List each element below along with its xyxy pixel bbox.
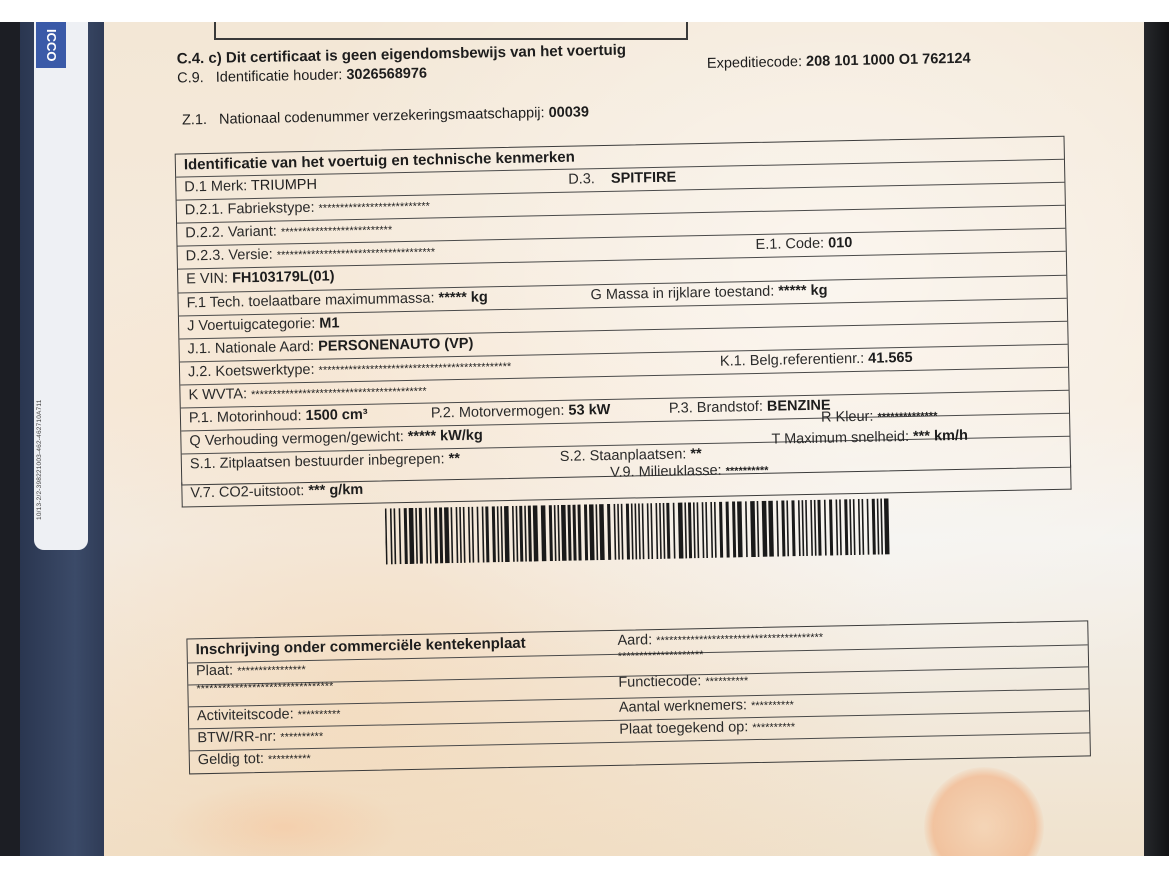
barcode-bar bbox=[805, 500, 808, 556]
barcode-bar bbox=[750, 501, 756, 557]
plaat-toegekend-field: Plaat toegekend op: ********** bbox=[619, 719, 796, 738]
barcode-bar bbox=[599, 504, 605, 560]
barcode-bar bbox=[732, 501, 736, 557]
barcode-bar bbox=[549, 505, 553, 561]
barcode-bar bbox=[817, 500, 821, 556]
barcode bbox=[385, 498, 891, 564]
barcode-bar bbox=[844, 499, 848, 555]
barcode-bar bbox=[504, 506, 510, 562]
barcode-bar bbox=[554, 505, 557, 561]
barcode-bar bbox=[434, 507, 438, 563]
barcode-bar bbox=[595, 504, 598, 560]
barcode-bar bbox=[634, 503, 637, 559]
barcode-bar bbox=[444, 507, 450, 563]
j1-field: J.1. Nationale Aard: PERSONENAUTO (VP) bbox=[187, 335, 474, 358]
c9-line: C.9. Identificatie houder: 3026568976 bbox=[176, 65, 428, 87]
commercial-plate-table bbox=[186, 620, 1091, 774]
barcode-bar bbox=[745, 501, 748, 557]
barcode-bar bbox=[836, 499, 839, 555]
g-field: G Massa in rijklare toestand: ***** kg bbox=[590, 282, 828, 304]
document-photo bbox=[0, 22, 1169, 856]
barcode-bar bbox=[829, 499, 833, 555]
barcode-bar bbox=[614, 504, 617, 560]
barcode-bar bbox=[399, 508, 402, 564]
barcode-bar bbox=[872, 499, 876, 555]
z1-line: Z.1. Nationaal codenummer verzekeringsmaatschappij: 00039 bbox=[181, 104, 590, 129]
barcode-bar bbox=[867, 499, 870, 555]
barcode-bar bbox=[390, 508, 393, 564]
barcode-bar bbox=[737, 501, 743, 557]
btw-field: BTW/RR-nr: ********** bbox=[197, 728, 324, 747]
k-field: K WVTA: ***************************************** bbox=[188, 385, 427, 404]
barcode-bar bbox=[394, 508, 397, 564]
functiecode-field: Functiecode: ********** bbox=[618, 673, 749, 691]
p3-field: P.3. Brandstof: BENZINE bbox=[668, 397, 831, 417]
barcode-bar bbox=[429, 508, 432, 564]
document-content bbox=[104, 22, 1161, 856]
registration-certificate bbox=[104, 22, 1144, 856]
barcode-bar bbox=[621, 504, 624, 560]
barcode-bar bbox=[776, 501, 779, 557]
barcode-bar bbox=[631, 503, 634, 559]
barcode-bar bbox=[810, 500, 813, 556]
barcode-bar bbox=[710, 502, 713, 558]
barcode-bar bbox=[409, 508, 415, 564]
barcode-bar bbox=[884, 498, 890, 554]
p2-field: P.2. Motorvermogen: 53 kW bbox=[430, 401, 611, 422]
barcode-bar bbox=[492, 506, 496, 562]
barcode-bar bbox=[798, 500, 801, 556]
d1-field: D.1 Merk: TRIUMPH bbox=[184, 176, 318, 196]
barcode-bar bbox=[468, 507, 471, 563]
barcode-bar bbox=[557, 505, 560, 561]
s2-field: S.2. Staanplaatsen: ** bbox=[559, 446, 702, 465]
barcode-bar bbox=[786, 500, 789, 556]
barcode-bar bbox=[617, 504, 620, 560]
aard-field: Aard: *************************************** bbox=[617, 631, 824, 649]
barcode-bar bbox=[663, 503, 666, 559]
aard-field-continued: ******************** bbox=[617, 649, 704, 663]
barcode-bar bbox=[880, 498, 883, 554]
barcode-bar bbox=[791, 500, 795, 556]
barcode-bar bbox=[853, 499, 856, 555]
f1-field: F.1 Tech. toelaatbare maximummassa: ***** kg bbox=[186, 289, 488, 312]
v9-field: V.9. Milieuklasse: ********** bbox=[609, 462, 769, 481]
s1-field: S.1. Zitplaatsen bestuurder inbegrepen: ** bbox=[189, 450, 461, 473]
barcode-bar bbox=[477, 507, 480, 563]
barcode-bar bbox=[584, 504, 588, 560]
barcode-bar bbox=[684, 502, 687, 558]
expeditie-line: Expeditiecode: 208 101 1000 O1 762124 bbox=[706, 50, 971, 72]
folder-logo: ICCO bbox=[36, 22, 66, 68]
barcode-bar bbox=[528, 506, 532, 562]
barcode-bar bbox=[824, 500, 827, 556]
barcode-bar bbox=[655, 503, 658, 559]
barcode-bar bbox=[839, 499, 842, 555]
barcode-bar bbox=[638, 503, 641, 559]
barcode-bar bbox=[497, 506, 500, 562]
barcode-bar bbox=[688, 502, 692, 558]
j2-field: J.2. Koetswerktype: ********************************************* bbox=[187, 360, 512, 381]
barcode-bar bbox=[472, 507, 475, 563]
barcode-bar bbox=[650, 503, 653, 559]
d22-field: D.2.2. Variant: ************************** bbox=[185, 223, 393, 242]
commercial-table-title: Inschrijving onder commerciële kentekenplaat bbox=[195, 634, 526, 659]
q-field: Q Verhouding vermogen/gewicht: ***** kW/kg bbox=[189, 427, 483, 450]
barcode-bar bbox=[415, 508, 418, 564]
barcode-bar bbox=[768, 501, 774, 557]
barcode-bar bbox=[589, 504, 595, 560]
e-vin-field: E VIN: FH103179L(01) bbox=[186, 268, 335, 288]
d23-field: D.2.3. Versie: ************************************* bbox=[185, 246, 436, 265]
barcode-bar bbox=[425, 508, 428, 564]
barcode-bar bbox=[719, 502, 723, 558]
barcode-bar bbox=[702, 502, 705, 558]
d3-field: D.3. SPITFIRE bbox=[568, 169, 677, 188]
barcode-bar bbox=[456, 507, 459, 563]
barcode-bar bbox=[516, 506, 519, 562]
barcode-bar bbox=[693, 502, 696, 558]
plaat-field: Plaat: **************** bbox=[195, 662, 306, 680]
barcode-bar bbox=[726, 502, 730, 558]
vehicle-table bbox=[175, 136, 1071, 486]
barcode-bar bbox=[666, 503, 670, 559]
side-serial-code: 10/13-2/2-398221003-462-462710A711 bbox=[36, 399, 43, 520]
barcode-bar bbox=[673, 503, 676, 559]
barcode-bar bbox=[404, 508, 408, 564]
r-field: R Kleur: ************** bbox=[820, 408, 938, 426]
barcode-bar bbox=[519, 506, 523, 562]
barcode-bar bbox=[626, 504, 630, 560]
barcode-bar bbox=[533, 505, 539, 561]
barcode-bar bbox=[482, 506, 485, 562]
t-field: T Maximum snelheid: *** km/h bbox=[771, 427, 969, 448]
barcode-bar bbox=[802, 500, 805, 556]
barcode-bar bbox=[567, 505, 571, 561]
barcode-bar bbox=[877, 499, 880, 555]
barcode-bar bbox=[714, 502, 717, 558]
p1-field: P.1. Motorinhoud: 1500 cm³ bbox=[188, 406, 368, 427]
j-field: J Voertuigcategorie: M1 bbox=[186, 315, 340, 335]
v7-field: V.7. CO2-uitstoot: *** g/km bbox=[190, 481, 364, 502]
barcode-bar bbox=[607, 504, 611, 560]
k1-field: K.1. Belg.referentienr.: 41.565 bbox=[719, 349, 913, 370]
barcode-bar bbox=[814, 500, 817, 556]
c4-line: C.4. c) Dit certificaat is geen eigendomsbewijs van het voertuig bbox=[176, 41, 627, 68]
barcode-bar bbox=[849, 499, 852, 555]
barcode-bar bbox=[485, 506, 489, 562]
barcode-bar bbox=[862, 499, 865, 555]
barcode-bar bbox=[577, 505, 581, 561]
plaat-field-continued: ******************************** bbox=[196, 680, 334, 696]
barcode-bar bbox=[572, 505, 576, 561]
vehicle-table-title: Identificatie van het voertuig en technische kenmerken bbox=[183, 148, 575, 174]
barcode-bar bbox=[561, 505, 567, 561]
activiteitscode-field: Activiteitscode: ********** bbox=[196, 706, 341, 725]
barcode-bar bbox=[762, 501, 768, 557]
barcode-bar bbox=[439, 507, 443, 563]
barcode-bar bbox=[705, 502, 708, 558]
barcode-bar bbox=[642, 503, 645, 559]
barcode-bar bbox=[419, 508, 423, 564]
barcode-bar bbox=[659, 503, 662, 559]
barcode-bar bbox=[781, 500, 785, 556]
barcode-bar bbox=[451, 507, 454, 563]
barcode-bar bbox=[459, 507, 462, 563]
barcode-bar bbox=[757, 501, 760, 557]
barcode-bar bbox=[541, 505, 547, 561]
aantal-werknemers-field: Aantal werknemers: ********** bbox=[618, 697, 794, 716]
barcode-bar bbox=[858, 499, 861, 555]
geldig-tot-field: Geldig tot: ********** bbox=[197, 750, 311, 769]
barcode-bar bbox=[524, 506, 527, 562]
d21-field: D.2.1. Fabriekstype: ************************** bbox=[184, 199, 430, 219]
barcode-bar bbox=[678, 502, 684, 558]
e1-field: E.1. Code: 010 bbox=[755, 235, 853, 253]
barcode-bar bbox=[385, 508, 388, 564]
barcode-bar bbox=[647, 503, 650, 559]
barcode-bar bbox=[463, 507, 466, 563]
barcode-bar bbox=[500, 506, 503, 562]
barcode-bar bbox=[512, 506, 515, 562]
barcode-bar bbox=[697, 502, 700, 558]
